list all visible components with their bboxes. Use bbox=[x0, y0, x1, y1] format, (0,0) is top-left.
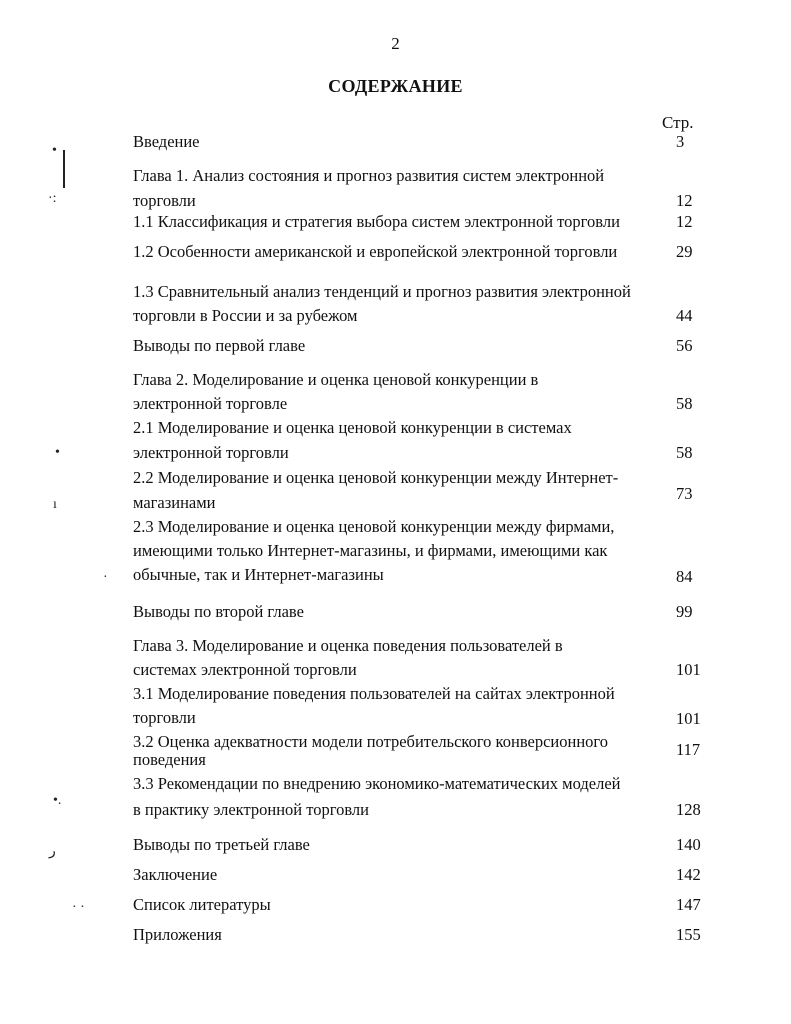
toc-entry-line: Выводы по первой главе bbox=[133, 336, 306, 355]
margin-mark: ·: bbox=[48, 191, 57, 206]
toc-entry-line: торговли bbox=[133, 708, 196, 727]
toc-entry-line: в практику электронной торговли bbox=[133, 800, 369, 819]
toc-entry-line: Глава 2. Моделирование и оценка ценовой конкуренции в bbox=[133, 370, 539, 389]
toc-entry-line: торговли в России и за рубежом bbox=[133, 306, 358, 325]
margin-mark: • bbox=[55, 445, 60, 460]
toc-page-number: 155 bbox=[676, 925, 701, 944]
toc-entry-line: Список литературы bbox=[133, 895, 271, 914]
toc-entry-line: Заключение bbox=[133, 865, 218, 884]
toc-entry-line: 1.3 Сравнительный анализ тенденций и прогноз развития электронной bbox=[133, 282, 631, 301]
toc-entry-line: Глава 3. Моделирование и оценка поведения пользователей в bbox=[133, 636, 563, 655]
toc-page-number: 84 bbox=[676, 567, 693, 586]
toc-entry-line: электронной торговле bbox=[133, 394, 288, 413]
margin-mark: · · bbox=[72, 900, 85, 915]
page-title: СОДЕРЖАНИЕ bbox=[328, 76, 463, 96]
toc-page-number: 140 bbox=[676, 835, 701, 854]
toc-page-number: 3 bbox=[676, 132, 685, 151]
toc-entry-line: поведения bbox=[133, 750, 206, 769]
toc-entry-line: 3.2 Оценка адекватности модели потребительского конверсионного bbox=[133, 732, 609, 751]
toc-entry-line: 3.3 Рекомендации по внедрению экономико-математических моделей bbox=[133, 774, 621, 793]
toc-entry-line: 2.3 Моделирование и оценка ценовой конкуренции между фирмами, bbox=[133, 517, 615, 536]
toc-entry-line: Введение bbox=[133, 132, 200, 151]
page-number: 2 bbox=[391, 34, 400, 53]
toc-page-number: 128 bbox=[676, 800, 701, 819]
toc-page-number: 117 bbox=[676, 740, 701, 759]
toc-entry-line: 2.1 Моделирование и оценка ценовой конкуренции в системах bbox=[133, 418, 572, 437]
toc-page-number: 29 bbox=[676, 242, 693, 261]
toc-page-number: 101 bbox=[676, 660, 701, 679]
toc-entry-line: Глава 1. Анализ состояния и прогноз развития систем электронной bbox=[133, 166, 605, 185]
toc-entry-line: Выводы по второй главе bbox=[133, 602, 304, 621]
toc-entry-line: обычные, так и Интернет-магазины bbox=[133, 565, 384, 584]
page-column-header: Стр. bbox=[662, 113, 694, 132]
toc-entry-line: 1.1 Классификация и стратегия выбора систем электронной торговли bbox=[133, 212, 620, 231]
toc-page-number: 56 bbox=[676, 336, 693, 355]
toc-page-number: 73 bbox=[676, 484, 693, 503]
toc-page-number: 12 bbox=[676, 191, 693, 210]
toc-page-number: 44 bbox=[676, 306, 693, 325]
margin-mark: ı bbox=[53, 497, 57, 512]
margin-mark: · bbox=[103, 570, 108, 585]
margin-mark: ر bbox=[49, 844, 56, 859]
toc-entry-line: Приложения bbox=[133, 925, 222, 944]
toc-entry-line: системах электронной торговли bbox=[133, 660, 357, 679]
toc-page-number: 99 bbox=[676, 602, 693, 621]
toc-page-number: 58 bbox=[676, 394, 693, 413]
toc-entry-line: 3.1 Моделирование поведения пользователей на сайтах электронной bbox=[133, 684, 615, 703]
toc-entry-line: торговли bbox=[133, 191, 196, 210]
margin-mark: •. bbox=[53, 793, 62, 808]
margin-mark bbox=[63, 150, 65, 188]
toc-page-number: 142 bbox=[676, 865, 701, 884]
toc-entry-line: 1.2 Особенности американской и европейской электронной торговли bbox=[133, 242, 618, 261]
toc-entry-line: имеющими только Интернет-магазины, и фирмами, имеющими как bbox=[133, 541, 608, 560]
toc-entry-line: 2.2 Моделирование и оценка ценовой конкуренции между Интернет- bbox=[133, 468, 619, 487]
toc-page-number: 147 bbox=[676, 895, 701, 914]
margin-mark: • bbox=[52, 143, 57, 158]
toc-entry-line: Выводы по третьей главе bbox=[133, 835, 310, 854]
toc-page-number: 58 bbox=[676, 443, 693, 462]
toc-page-number: 12 bbox=[676, 212, 693, 231]
toc-page-number: 101 bbox=[676, 709, 701, 728]
toc-entry-line: электронной торговли bbox=[133, 443, 289, 462]
toc-entry-line: магазинами bbox=[133, 493, 216, 512]
